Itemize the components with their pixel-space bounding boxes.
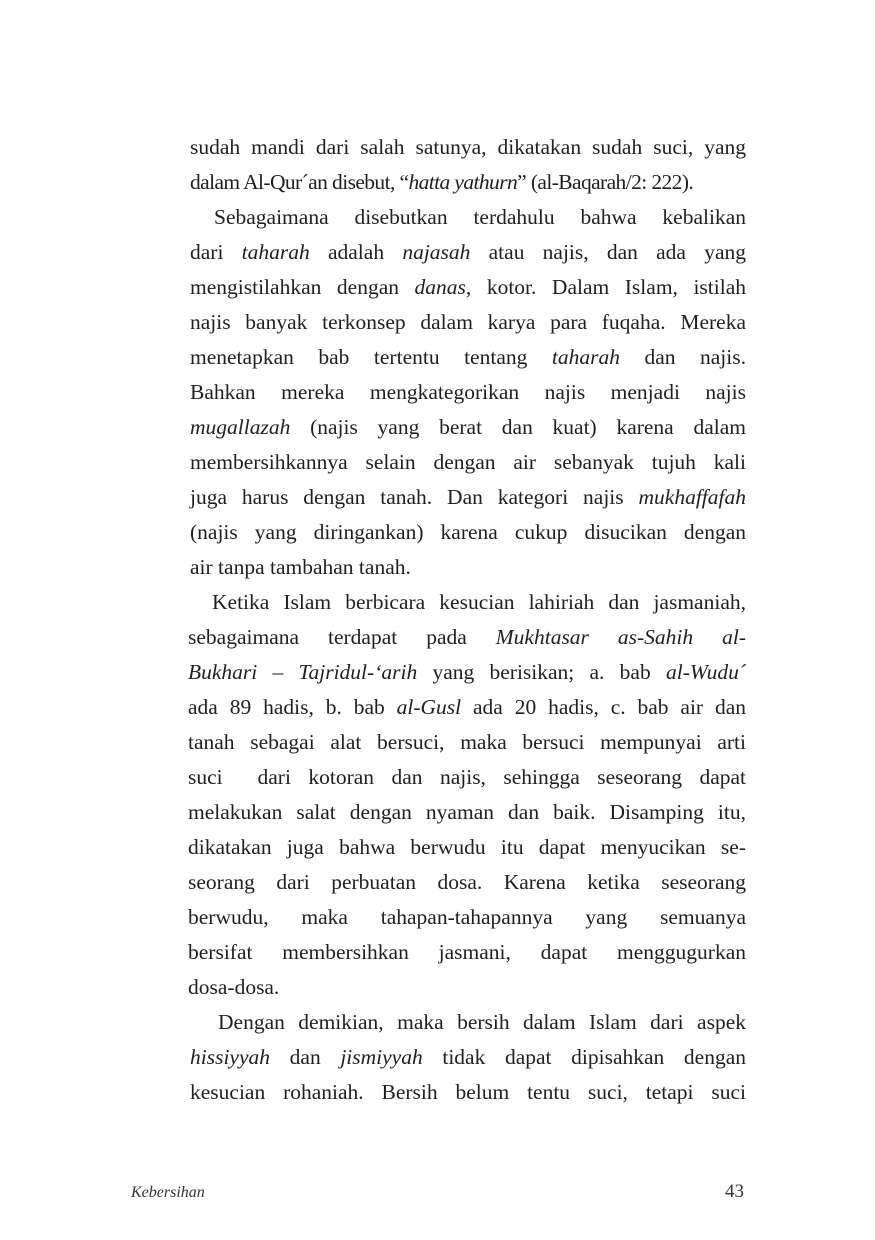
- text-line: dikatakan juga bahwa berwudu itu dapat menyucikan se-: [188, 835, 746, 859]
- body-text: [190, 1005, 746, 1110]
- body-text: [190, 200, 746, 585]
- text-line: hissiyyah dan jismiyyah tidak dapat dipisahkan dengan: [190, 1045, 746, 1069]
- text-line: seorang dari perbuatan dosa. Karena ketika seseorang: [188, 870, 746, 894]
- text-line: najis banyak terkonsep dalam karya para fuqaha. Mereka: [190, 310, 746, 334]
- text-line: mengistilahkan dengan danas, kotor. Dalam Islam, istilah: [190, 275, 747, 299]
- text-line: tanah sebagai alat bersuci, maka bersuci mempunyai arti: [188, 730, 746, 754]
- text-line: membersihkannya selain dengan air sebanyak tujuh kali: [190, 450, 746, 474]
- text-line: menetapkan bab tertentu tentang taharah dan najis.: [190, 345, 746, 369]
- body-text: [190, 130, 746, 200]
- text-line: Bahkan mereka mengkategorikan najis menjadi najis: [190, 380, 746, 404]
- page-number: 43: [725, 1181, 744, 1202]
- text-line: Bukhari – Tajridul-‘arih yang berisikan; a. bab al-Wudu´: [188, 660, 746, 684]
- text-line: dari taharah adalah najasah atau najis, dan ada yang: [190, 240, 746, 264]
- text-line: dosa-dosa.: [188, 975, 280, 999]
- text-line: berwudu, maka tahapan-tahapannya yang semuanya: [188, 905, 746, 929]
- text-line: bersifat membersihkan jasmani, dapat menggugurkan: [188, 940, 746, 964]
- text-line: dalam Al-Qur´an disebut, “hatta yathurn” (al-Baqarah/2: 222).: [190, 170, 694, 194]
- text-line: air tanpa tambahan tanah.: [190, 555, 411, 579]
- text-line: suci dari kotoran dan najis, sehingga seseorang dapat: [188, 765, 746, 789]
- paragraph-3: [188, 585, 746, 1005]
- text-line: ada 89 hadis, b. bab al-Gusl ada 20 hadis, c. bab air dan: [188, 695, 746, 719]
- text-line: Dengan demikian, maka bersih dalam Islam dari aspek: [218, 1010, 746, 1034]
- text-line: (najis yang diringankan) karena cukup disucikan dengan: [190, 520, 746, 544]
- paragraph-1: [190, 130, 746, 200]
- paragraph-2: [190, 200, 746, 585]
- text-line: juga harus dengan tanah. Dan kategori najis mukhaffafah: [190, 485, 746, 509]
- text-line: melakukan salat dengan nyaman dan baik. Disamping itu,: [188, 800, 746, 824]
- text-line: mugallazah (najis yang berat dan kuat) karena dalam: [190, 415, 746, 439]
- paragraph-4: [190, 1005, 746, 1110]
- body-text: [188, 585, 746, 1005]
- text-line: Sebagaimana disebutkan terdahulu bahwa kebalikan: [214, 205, 746, 229]
- text-line: sudah mandi dari salah satunya, dikatakan sudah suci, yang: [190, 135, 746, 159]
- text-line: Ketika Islam berbicara kesucian lahiriah dan jasmaniah,: [212, 590, 746, 614]
- running-title: Kebersihan: [131, 1184, 205, 1201]
- text-line: kesucian rohaniah. Bersih belum tentu suci, tetapi suci: [190, 1080, 746, 1104]
- text-line: sebagaimana terdapat pada Mukhtasar as-Sahih al-: [188, 625, 746, 649]
